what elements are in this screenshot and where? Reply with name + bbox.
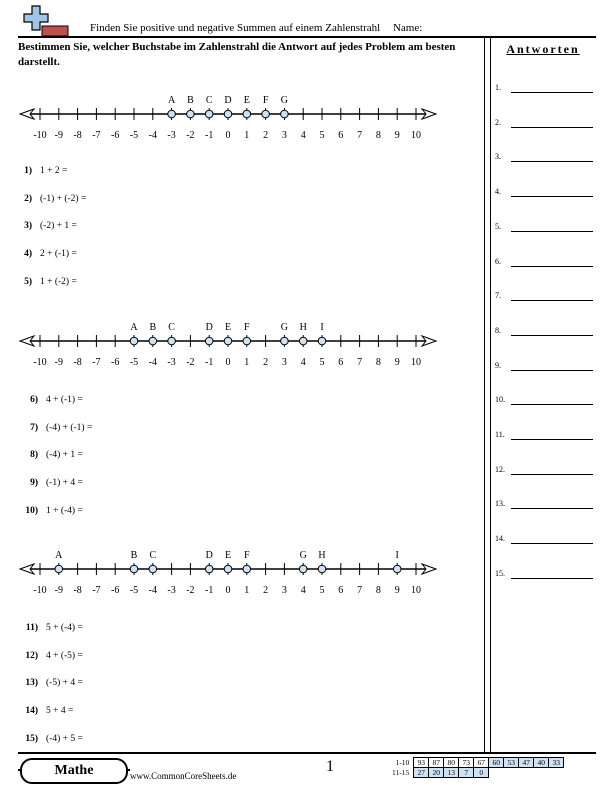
- answer-blank[interactable]: [511, 300, 593, 301]
- problem-item: [18, 678, 83, 688]
- score-cell: 47: [519, 758, 534, 768]
- point-letter: C: [149, 550, 157, 561]
- tick-label: 0: [225, 130, 231, 140]
- tick-label: -9: [54, 357, 63, 367]
- problem-expression: (-2) + 1 =: [40, 221, 77, 232]
- name-label: Name:: [392, 22, 423, 34]
- tick-label: -1: [205, 585, 214, 595]
- problem-number: 10): [25, 505, 38, 516]
- tick-label: 7: [357, 357, 363, 367]
- point-letter: H: [318, 550, 326, 561]
- problem-item: [18, 423, 92, 433]
- tick-label: -7: [92, 130, 101, 140]
- tick-label: 1: [244, 357, 250, 367]
- problem-number: 15): [25, 733, 38, 744]
- point-letter: E: [224, 322, 232, 333]
- point-marker: [224, 110, 232, 118]
- problem-expression: (-4) + (-1) =: [46, 422, 93, 433]
- column-divider: [484, 36, 485, 752]
- tick-label: -3: [167, 585, 176, 595]
- point-marker: [318, 337, 326, 345]
- footer-divider: [18, 752, 596, 754]
- tick-label: 7: [357, 585, 363, 595]
- point-marker: [243, 110, 251, 118]
- problem-number: 3): [24, 221, 32, 232]
- tick-label: -6: [111, 357, 120, 367]
- answer-number: 8.: [495, 325, 501, 335]
- point-letter: B: [130, 550, 138, 561]
- column-divider-inner: [490, 36, 491, 752]
- problem-item: [18, 506, 83, 516]
- tick-label: 5: [319, 130, 325, 140]
- answer-blank[interactable]: [511, 161, 593, 162]
- problem-expression: 2 + (-1) =: [40, 249, 77, 260]
- worksheet-title: Finden Sie positive und negative Summen auf einem Zahlenstrahl: [90, 22, 381, 34]
- problem-number: 14): [25, 706, 38, 717]
- point-marker: [149, 565, 157, 573]
- tick-label: -5: [129, 357, 139, 367]
- problem-expression: 5 + 4 =: [46, 706, 74, 717]
- answer-number: 10.: [495, 395, 505, 405]
- problem-expression: 1 + (-2) =: [40, 276, 77, 287]
- point-letter: A: [55, 550, 63, 561]
- point-letter: B: [187, 95, 194, 106]
- tick-label: -3: [167, 357, 176, 367]
- point-letter: D: [205, 550, 213, 561]
- problem-expression: (-1) + (-2) =: [40, 193, 87, 204]
- score-cell: 60: [489, 758, 504, 768]
- point-letter: E: [243, 95, 250, 106]
- problem-expression: 1 + (-4) =: [46, 505, 83, 516]
- tick-label: -10: [33, 357, 47, 367]
- problem-item: [18, 623, 83, 633]
- point-marker: [262, 110, 270, 118]
- score-cell: 13: [444, 768, 459, 778]
- answer-number: 6.: [495, 256, 501, 266]
- score-table: [390, 757, 564, 778]
- answer-blank[interactable]: [511, 127, 593, 128]
- point-marker: [130, 337, 138, 345]
- problem-expression: 4 + (-1) =: [46, 395, 83, 405]
- problem-number: 8): [30, 450, 38, 461]
- tick-label: 6: [338, 585, 344, 595]
- answer-number: 9.: [495, 360, 501, 370]
- tick-label: 0: [225, 585, 231, 595]
- tick-label: 3: [281, 357, 287, 367]
- logo-icon: [22, 4, 72, 38]
- tick-label: 5: [319, 357, 325, 367]
- point-letter: F: [262, 95, 269, 106]
- point-letter: I: [320, 322, 324, 333]
- answers-title: Antworten: [506, 42, 580, 56]
- tick-label: -6: [111, 130, 120, 140]
- tick-label: -6: [111, 585, 120, 595]
- point-marker: [224, 337, 232, 345]
- tick-label: -8: [73, 130, 82, 140]
- tick-label: 6: [338, 130, 344, 140]
- page-number: 1: [326, 758, 334, 775]
- answer-blank[interactable]: [511, 231, 593, 232]
- tick-label: -10: [33, 585, 47, 595]
- score-cell: 93: [414, 758, 429, 768]
- tick-label: 4: [300, 585, 306, 595]
- problem-item: [18, 706, 73, 716]
- score-range-label: 11-15: [392, 768, 410, 777]
- answer-number: 5.: [495, 221, 501, 231]
- number-line: [14, 317, 464, 367]
- point-letter: F: [244, 322, 250, 333]
- problem-item: [18, 651, 83, 661]
- tick-label: -10: [33, 130, 47, 140]
- tick-label: -1: [205, 130, 214, 140]
- score-cell: 73: [459, 758, 474, 768]
- point-marker: [205, 565, 213, 573]
- tick-label: 5: [319, 585, 325, 595]
- tick-label: 2: [263, 585, 269, 595]
- problem-item: [18, 478, 83, 488]
- tick-label: -8: [73, 357, 82, 367]
- tick-label: 0: [225, 357, 231, 367]
- point-marker: [224, 565, 232, 573]
- point-marker: [149, 337, 157, 345]
- point-marker: [299, 565, 307, 573]
- problem-expression: (-4) + 1 =: [46, 450, 83, 461]
- point-letter: A: [167, 95, 176, 106]
- answer-blank[interactable]: [511, 335, 593, 336]
- tick-label: -9: [54, 130, 63, 140]
- problem-expression: 5 + (-4) =: [46, 623, 83, 633]
- score-cell: 40: [534, 758, 549, 768]
- point-marker: [130, 565, 138, 573]
- tick-label: 3: [281, 585, 287, 595]
- answer-number: 4.: [495, 187, 501, 197]
- point-marker: [243, 337, 251, 345]
- tick-label: -8: [73, 585, 82, 595]
- tick-label: 8: [375, 130, 381, 140]
- tick-label: 10: [411, 357, 421, 367]
- point-letter: C: [168, 322, 175, 333]
- problem-item: [18, 395, 83, 405]
- point-marker: [299, 337, 307, 345]
- answer-blank[interactable]: [511, 370, 593, 371]
- problem-expression: (-5) + 4 =: [46, 678, 83, 689]
- point-letter: G: [280, 322, 289, 333]
- tick-label: 9: [394, 130, 400, 140]
- answer-blank[interactable]: [511, 474, 593, 475]
- answer-blank[interactable]: [511, 439, 593, 440]
- tick-label: 10: [411, 585, 421, 595]
- problem-number: 4): [24, 249, 32, 260]
- score-cell: 0: [474, 768, 489, 778]
- problem-item: [18, 249, 77, 259]
- point-marker: [205, 337, 213, 345]
- problem-number: 5): [24, 276, 32, 287]
- point-marker: [187, 110, 195, 118]
- answer-number: 14.: [495, 534, 505, 544]
- tick-label: -4: [148, 585, 157, 595]
- point-marker: [281, 337, 289, 345]
- problem-expression: (-4) + 5 =: [46, 733, 83, 744]
- point-marker: [205, 110, 213, 118]
- answer-blank[interactable]: [511, 92, 593, 93]
- tick-label: 9: [394, 585, 400, 595]
- tick-label: -2: [186, 357, 195, 367]
- answer-blank[interactable]: [511, 578, 593, 579]
- tick-label: 9: [394, 357, 400, 367]
- tick-label: 8: [375, 357, 381, 367]
- tick-label: -2: [186, 130, 195, 140]
- number-line: [14, 90, 464, 140]
- point-letter: G: [280, 95, 289, 106]
- tick-label: 4: [300, 130, 306, 140]
- problem-number: 1): [24, 166, 32, 176]
- tick-label: 6: [338, 357, 344, 367]
- point-letter: D: [224, 95, 232, 106]
- score-cell: 53: [504, 758, 519, 768]
- score-cell: 67: [474, 758, 489, 768]
- problem-expression: 4 + (-5) =: [46, 650, 83, 661]
- tick-label: -4: [148, 357, 157, 367]
- point-letter: G: [299, 550, 307, 561]
- answer-blank[interactable]: [511, 196, 593, 197]
- problem-number: 7): [30, 422, 38, 433]
- score-cell: 7: [459, 768, 474, 778]
- problem-number: 12): [25, 650, 38, 661]
- point-letter: E: [224, 550, 232, 561]
- site-url: www.CommonCoreSheets.de: [130, 771, 237, 781]
- tick-label: 2: [263, 357, 269, 367]
- tick-label: -9: [54, 585, 63, 595]
- answer-number: 2.: [495, 117, 501, 127]
- problem-number: 2): [24, 193, 32, 204]
- answer-blank[interactable]: [511, 404, 593, 405]
- tick-label: -1: [205, 357, 214, 367]
- tick-label: -5: [129, 130, 139, 140]
- problem-expression: (-1) + 4 =: [46, 478, 83, 489]
- problem-number: 6): [30, 395, 38, 405]
- tick-label: -2: [186, 585, 195, 595]
- point-marker: [55, 565, 63, 573]
- brand-badge: Mathe: [20, 758, 128, 784]
- score-cell: 20: [429, 768, 444, 778]
- problem-item: [18, 734, 83, 744]
- answer-blank[interactable]: [511, 508, 593, 509]
- answer-number: 12.: [495, 464, 505, 474]
- answer-number: 15.: [495, 568, 505, 578]
- point-marker: [281, 110, 289, 118]
- tick-label: -5: [129, 585, 139, 595]
- answer-number: 13.: [495, 499, 505, 509]
- answer-number: 3.: [495, 152, 501, 162]
- point-letter: I: [395, 550, 399, 561]
- answer-blank[interactable]: [511, 543, 593, 544]
- tick-label: 1: [244, 585, 250, 595]
- problem-number: 9): [30, 478, 38, 489]
- point-letter: F: [244, 550, 250, 561]
- tick-label: 4: [300, 357, 306, 367]
- number-line: [14, 545, 464, 595]
- answer-blank[interactable]: [511, 266, 593, 267]
- point-marker: [168, 337, 176, 345]
- score-cell: 27: [414, 768, 429, 778]
- problem-expression: 1 + 2 =: [40, 166, 68, 176]
- problem-item: [18, 221, 77, 231]
- point-letter: C: [205, 95, 213, 106]
- tick-label: 3: [281, 130, 287, 140]
- point-marker: [318, 565, 326, 573]
- score-cell: 33: [549, 758, 564, 768]
- answer-number: 11.: [495, 430, 505, 439]
- answer-number: 1.: [495, 83, 501, 92]
- problem-number: 13): [25, 678, 38, 689]
- tick-label: -3: [167, 130, 176, 140]
- score-range-label: 1-10: [395, 758, 410, 767]
- worksheet-header: [90, 22, 422, 34]
- instructions: Bestimmen Sie, welcher Buchstabe im Zahlenstrahl die Antwort auf jedes Problem am besten darstellt.: [18, 41, 456, 68]
- tick-label: 1: [244, 130, 250, 140]
- tick-label: -7: [92, 585, 101, 595]
- point-letter: B: [149, 322, 157, 333]
- problem-number: 11): [25, 623, 38, 633]
- tick-label: -4: [148, 130, 157, 140]
- header-divider: [18, 36, 596, 38]
- point-letter: H: [299, 322, 307, 333]
- point-letter: D: [205, 322, 213, 333]
- tick-label: 2: [263, 130, 269, 140]
- problem-item: [18, 277, 77, 287]
- score-cell: 80: [444, 758, 459, 768]
- problem-item: [18, 194, 86, 204]
- tick-label: 8: [375, 585, 381, 595]
- score-cell: 87: [429, 758, 444, 768]
- point-marker: [168, 110, 176, 118]
- tick-label: 7: [357, 130, 363, 140]
- point-marker: [393, 565, 401, 573]
- tick-label: 10: [411, 130, 421, 140]
- answer-number: 7.: [495, 291, 501, 301]
- tick-label: -7: [92, 357, 101, 367]
- problem-item: [18, 450, 83, 460]
- point-marker: [243, 565, 251, 573]
- point-letter: A: [130, 322, 138, 333]
- problem-item: [18, 166, 67, 176]
